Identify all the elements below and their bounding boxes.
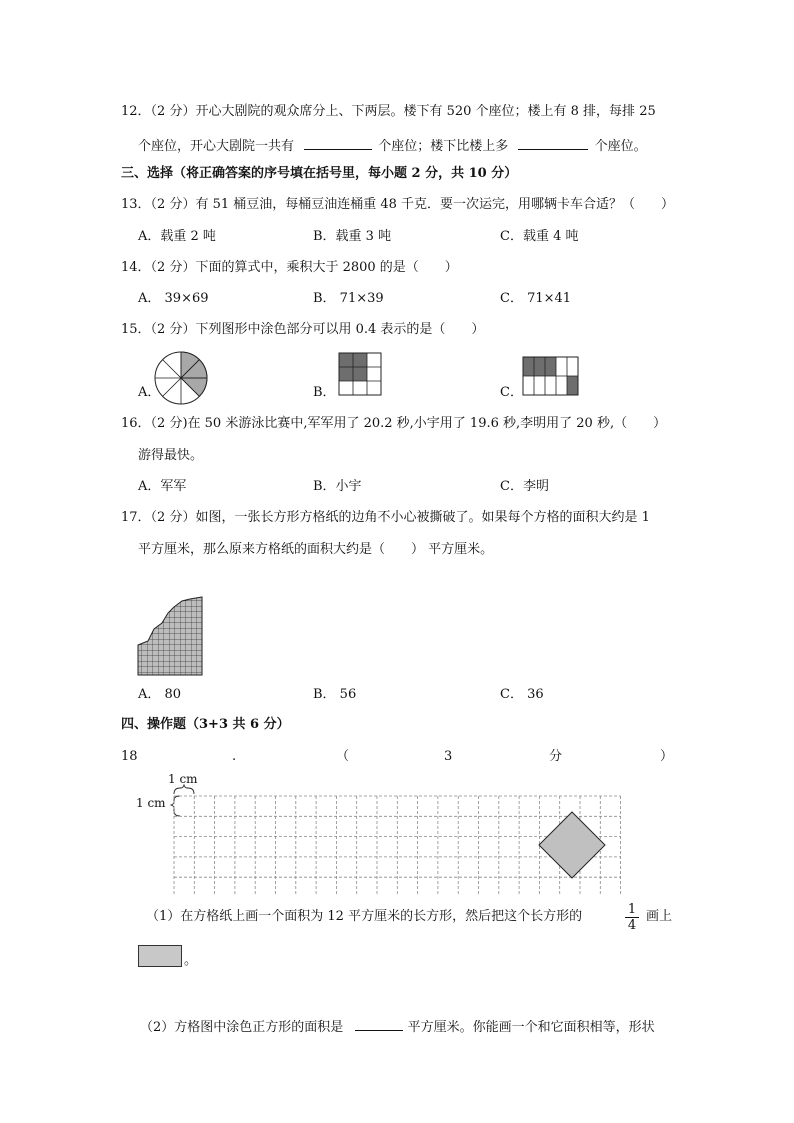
q18-sub2-blank[interactable]	[355, 1016, 403, 1031]
q18-brace-top	[174, 785, 194, 794]
q15-stem: 15．（2 分）下列图形中涂色部分可以用 0.4 表示的是（ ）	[121, 322, 485, 337]
q18-brace-left	[171, 796, 180, 816]
q12-blank-diff[interactable]	[518, 135, 588, 150]
q16-option-b[interactable]: B．小宇	[313, 479, 362, 494]
q15-figure-b-grid	[338, 352, 382, 396]
q13-option-b[interactable]: B．载重 3 吨	[313, 229, 392, 244]
q18-shade-swatch	[138, 945, 182, 967]
q15-figure-c-grid	[522, 356, 579, 396]
q16-option-c[interactable]: C．李明	[500, 479, 549, 494]
q18-score: 3	[444, 749, 453, 764]
q16-stem2: 游得最快。	[138, 448, 204, 463]
q17-option-c[interactable]: C． 36	[500, 687, 544, 702]
q12-line1: 12．（2 分）开心大剧院的观众席分上、下两层。楼下有 520 个座位；楼上有 8 排，每排 25	[121, 104, 656, 119]
q17-stem: 17．（2 分）如图，一张长方形方格纸的边角不小心被撕破了。如果每个方格的面积大约是 1	[121, 510, 650, 525]
q18-sub1-end: 画上	[646, 909, 673, 924]
q15-option-b[interactable]: B．	[313, 385, 336, 400]
q18-sub1-text: （1）在方格纸上画一个面积为 12 平方厘米的长方形，然后把这个长方形的	[146, 909, 583, 924]
q18-shaded-square	[539, 812, 605, 878]
q15-option-a[interactable]: A．	[138, 385, 161, 400]
q14-option-c[interactable]: C． 71×41	[500, 291, 572, 306]
q15-figure-a-circle	[153, 350, 209, 406]
q18-label-cm-left: 1 cm	[136, 796, 166, 810]
q12-line2	[138, 135, 647, 156]
q18-grid-paper[interactable]	[168, 784, 628, 896]
q17-stem2: 平方厘米，那么原来方格纸的面积大约是（ ） 平方厘米。	[138, 542, 494, 557]
q18-fraction-den: 4	[627, 918, 637, 933]
q12-line2-b: 个座位；楼下比楼上多	[378, 139, 509, 154]
q14-stem: 14．（2 分）下面的算式中，乘积大于 2800 的是（ ）	[121, 260, 458, 275]
q15-option-c[interactable]: C．	[500, 385, 523, 400]
q13-stem: 13．（2 分）有 51 桶豆油，每桶豆油连桶重 48 千克．要一次运完，用哪辆卡车合适？（ ）	[121, 197, 675, 212]
section4-title: 四、操作题（3+3 共 6 分）	[121, 717, 290, 732]
q14-option-a[interactable]: A． 39×69	[138, 291, 209, 306]
q13-option-c[interactable]: C．载重 4 吨	[500, 229, 579, 244]
q16-stem: 16．（2 分)在 50 米游泳比赛中,军军用了 20.2 秒,小宇用了 19.6 秒,李明用了 20 秒,（ ）	[121, 416, 667, 431]
q18-rparen: ）	[660, 749, 674, 764]
q18-dot: .	[232, 749, 237, 764]
section3-title: 三、选择（将正确答案的序号填在括号里，每小题 2 分，共 10 分）	[121, 166, 518, 181]
q18-label-cm-top: 1 cm	[168, 772, 198, 786]
q12-blank-total[interactable]	[304, 135, 372, 150]
q18-unit: 分	[549, 749, 563, 764]
q18-sub2-text-b: 平方厘米。你能画一个和它面积相等，形状	[407, 1020, 655, 1035]
q14-option-b[interactable]: B． 71×39	[313, 291, 384, 306]
q18-sub1-period: 。	[184, 953, 198, 968]
q18-sub2-text: （2）方格图中涂色正方形的面积是	[140, 1020, 344, 1035]
q17-figure-torn-grid	[136, 595, 204, 677]
q12-line2-c: 个座位。	[594, 139, 647, 154]
q18-lparen: （	[336, 749, 350, 764]
q17-option-a[interactable]: A． 80	[138, 687, 182, 702]
q12-line2-a: 个座位，开心大剧院一共有	[138, 139, 295, 154]
q18-sub2	[140, 1016, 655, 1037]
q18-number: 18	[121, 749, 138, 764]
q18-fraction	[625, 902, 639, 933]
q18-fraction-num: 1	[625, 902, 639, 918]
q17-option-b[interactable]: B． 56	[313, 687, 357, 702]
q13-option-a[interactable]: A．载重 2 吨	[138, 229, 216, 244]
q16-option-a[interactable]: A．军军	[138, 479, 187, 494]
